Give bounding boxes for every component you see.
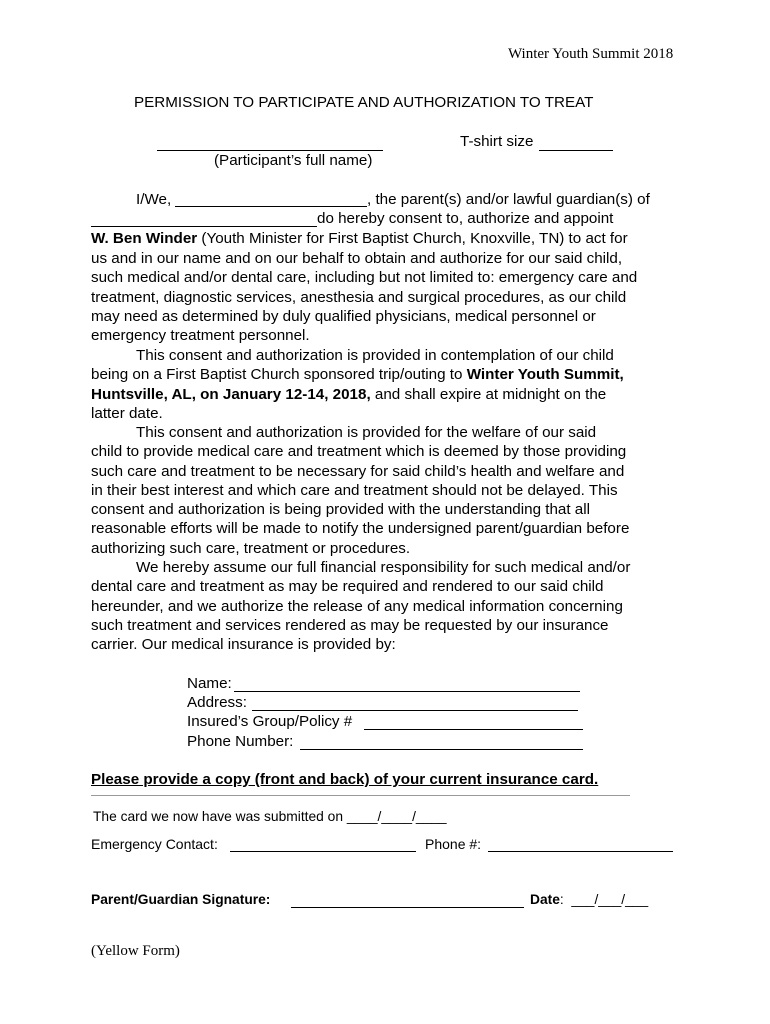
form-color-note: (Yellow Form): [91, 943, 180, 959]
minister-name: W. Ben Winder: [91, 230, 198, 247]
event-location-bold: Huntsville, AL, on January 12-14, 2018,: [91, 385, 371, 403]
emergency-contact-field[interactable]: [230, 837, 416, 852]
emergency-contact-label: Emergency Contact:: [91, 836, 218, 852]
text-line: dental care and treatment as may be required and rendered to our said child: [91, 578, 604, 596]
emergency-phone-label: Phone #:: [425, 836, 482, 852]
emergency-phone-field[interactable]: [488, 837, 673, 852]
child-name-field[interactable]: [91, 211, 317, 227]
iwe-label: I/We,: [136, 191, 172, 208]
paragraph-financial: [91, 558, 630, 654]
participant-name-field[interactable]: [157, 134, 383, 151]
tshirt-size-field[interactable]: [539, 134, 613, 151]
text-line: treatment, diagnostic services, anesthesia and surgical procedures, as our child: [91, 288, 627, 306]
insurance-address-field[interactable]: [252, 695, 578, 711]
text-line: latter date.: [91, 404, 163, 422]
guardian-name-field[interactable]: [175, 191, 367, 207]
insurance-address-label: Address:: [187, 694, 247, 711]
text-line: such medical and/or dental care, including but not limited to: emergency care and: [91, 269, 638, 287]
text-line: child to provide medical care and treatment which is deemed by those providing: [91, 443, 627, 461]
text-line: We hereby assume our full financial responsibility for such medical and/or: [136, 559, 631, 576]
signature-field[interactable]: [291, 893, 524, 908]
text-line: being on a First Baptist Church sponsored trip/outing to: [91, 366, 467, 384]
signature-label: Parent/Guardian Signature:: [91, 892, 271, 907]
minister-desc: (Youth Minister for First Baptist Church, Knoxville, TN) to act for: [197, 230, 628, 247]
paragraph-welfare: [91, 423, 629, 558]
consent-text: do hereby consent to, authorize and appoint: [317, 210, 614, 227]
insurance-group-label: Insured’s Group/Policy #: [187, 713, 353, 730]
text-line: consent and authorization is being provided with the understanding that all: [91, 501, 590, 519]
text-line: such care and treatment to be necessary for said child’s health and welfare and: [91, 462, 625, 480]
text-line: This consent and authorization is provided in contemplation of our child: [136, 347, 614, 364]
minister-line: [91, 230, 628, 247]
card-submitted-line: [93, 809, 447, 824]
paragraph-contemplation: [91, 346, 624, 423]
paragraph-authorization: [91, 249, 637, 345]
text-line: hereunder, and we authorize the release of any medical information concerning: [91, 597, 623, 615]
text-line: and shall expire at midnight on the: [370, 385, 607, 403]
signature-date-line: [530, 892, 648, 907]
date-label: Date: [530, 892, 560, 907]
text-line: such treatment and services rendered as may be requested by our insurance: [91, 616, 609, 634]
insurance-name-field[interactable]: [234, 676, 580, 692]
text-line: carrier. Our medical insurance is provided by:: [91, 636, 396, 654]
text-line: authorizing such care, treatment or procedures.: [91, 539, 411, 557]
signature-date-field[interactable]: ___/___/___: [571, 892, 649, 907]
insurance-phone-field[interactable]: [300, 734, 583, 750]
card-submitted-label: The card we now have was submitted on: [93, 809, 344, 824]
participant-caption: (Participant’s full name): [214, 152, 373, 169]
form-title: PERMISSION TO PARTICIPATE AND AUTHORIZATION TO TREAT: [134, 94, 594, 111]
text-line: in their best interest and which care and treatment should not be delayed. This: [91, 481, 618, 499]
text-line: may need as determined by duly qualified physicians, medical personnel or: [91, 307, 596, 325]
insurance-group-field[interactable]: [364, 714, 583, 730]
text-line: reasonable efforts will be made to notify the undersigned parent/guardian before: [91, 520, 630, 538]
event-name-bold: Winter Youth Summit,: [466, 366, 624, 384]
event-header: Winter Youth Summit 2018: [508, 46, 674, 62]
insurance-card-notice: Please provide a copy (front and back) of your current insurance card.: [91, 771, 599, 788]
date-colon: :: [559, 892, 564, 907]
guardian-text: , the parent(s) and/or lawful guardian(s) of: [367, 191, 650, 208]
text-line: This consent and authorization is provided for the welfare of our said: [136, 424, 597, 441]
tshirt-label: T-shirt size: [460, 133, 534, 150]
insurance-name-label: Name:: [187, 675, 232, 692]
card-submitted-date-field[interactable]: ____/____/____: [346, 809, 447, 824]
divider: [91, 795, 630, 796]
text-line: emergency treatment personnel.: [91, 327, 310, 345]
text-line: us and in our name and on our behalf to obtain and authorize for our said child,: [91, 250, 623, 267]
insurance-phone-label: Phone Number:: [187, 733, 294, 750]
